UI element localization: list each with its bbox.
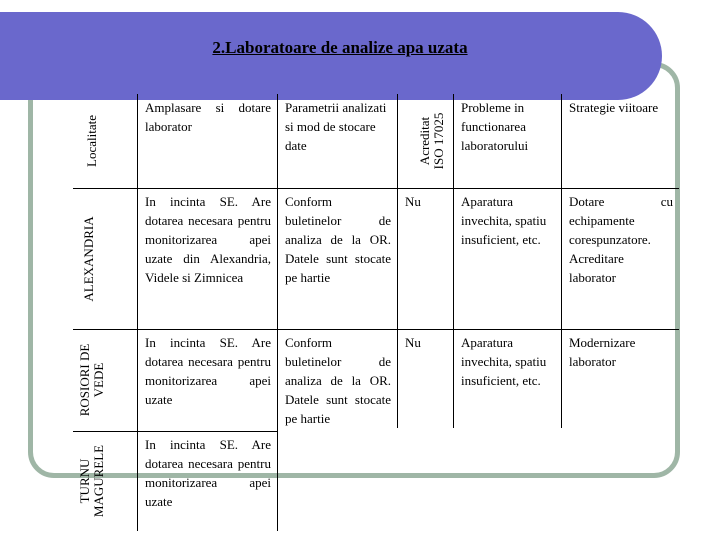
row1-probleme: Aparatura invechita, spatiu insuficient, etc. [461, 194, 547, 247]
grid-line [137, 94, 138, 531]
grid-line [73, 329, 679, 330]
row2-parametri: Conform buletinelor de analiza de la OR. Datele sunt stocate pe hartie [285, 335, 391, 426]
row1-localitate: ALEXANDRIA [81, 215, 96, 302]
table-row [73, 329, 679, 431]
row3-amplasare: In incinta SE. Are dotarea necesara pentru monitorizarea apei uzate [145, 437, 271, 509]
row2-amplasare: In incinta SE. Are dotarea necesara pentru monitorizarea apei uzate [145, 335, 271, 407]
header-acreditat [397, 94, 453, 188]
row1-strategie: Dotare cu echipamente corespunzatore. Acreditare laborator [569, 194, 673, 285]
grid-line [397, 94, 398, 428]
header-acreditat-line1: Acreditat [416, 116, 432, 166]
header-strategie: Strategie viitoare [569, 100, 659, 115]
grid-line [73, 431, 277, 432]
grid-line [453, 94, 454, 428]
table-row [73, 188, 679, 329]
header-localitate: Localitate [84, 115, 100, 167]
row3-localitate: TURNU MAGURELE [77, 444, 107, 518]
table-header-row [73, 94, 679, 188]
header-probleme: Probleme in functionarea laboratorului [461, 100, 529, 153]
header-parametri: Parametrii analizati si mod de stocare date [285, 100, 387, 153]
row1-parametri: Conform buletinelor de analiza de la OR. Datele sunt stocate pe hartie [285, 194, 391, 285]
slide-title: 2.Laboratoare de analize apa uzata [212, 38, 468, 57]
grid-line [277, 94, 278, 531]
header-amplasare: Amplasare si dotare laborator [145, 100, 271, 134]
grid-line [73, 188, 679, 189]
row1-acreditat: Nu [405, 194, 421, 209]
grid-line [561, 94, 562, 428]
row2-acreditat: Nu [405, 335, 421, 350]
row2-probleme: Aparatura invechita, spatiu insuficient, etc. [461, 335, 547, 388]
header-acreditat-line2: ISO 17025 [430, 112, 446, 170]
row2-strategie: Modernizare laborator [569, 335, 636, 369]
table-row [73, 431, 679, 531]
row2-localitate: ROSIORI DE VEDE [77, 343, 107, 417]
laboratories-table [73, 94, 679, 531]
row1-amplasare: In incinta SE. Are dotarea necesara pentru monitorizarea apei uzate din Alexandria, Videle si Zimnicea [145, 194, 271, 285]
